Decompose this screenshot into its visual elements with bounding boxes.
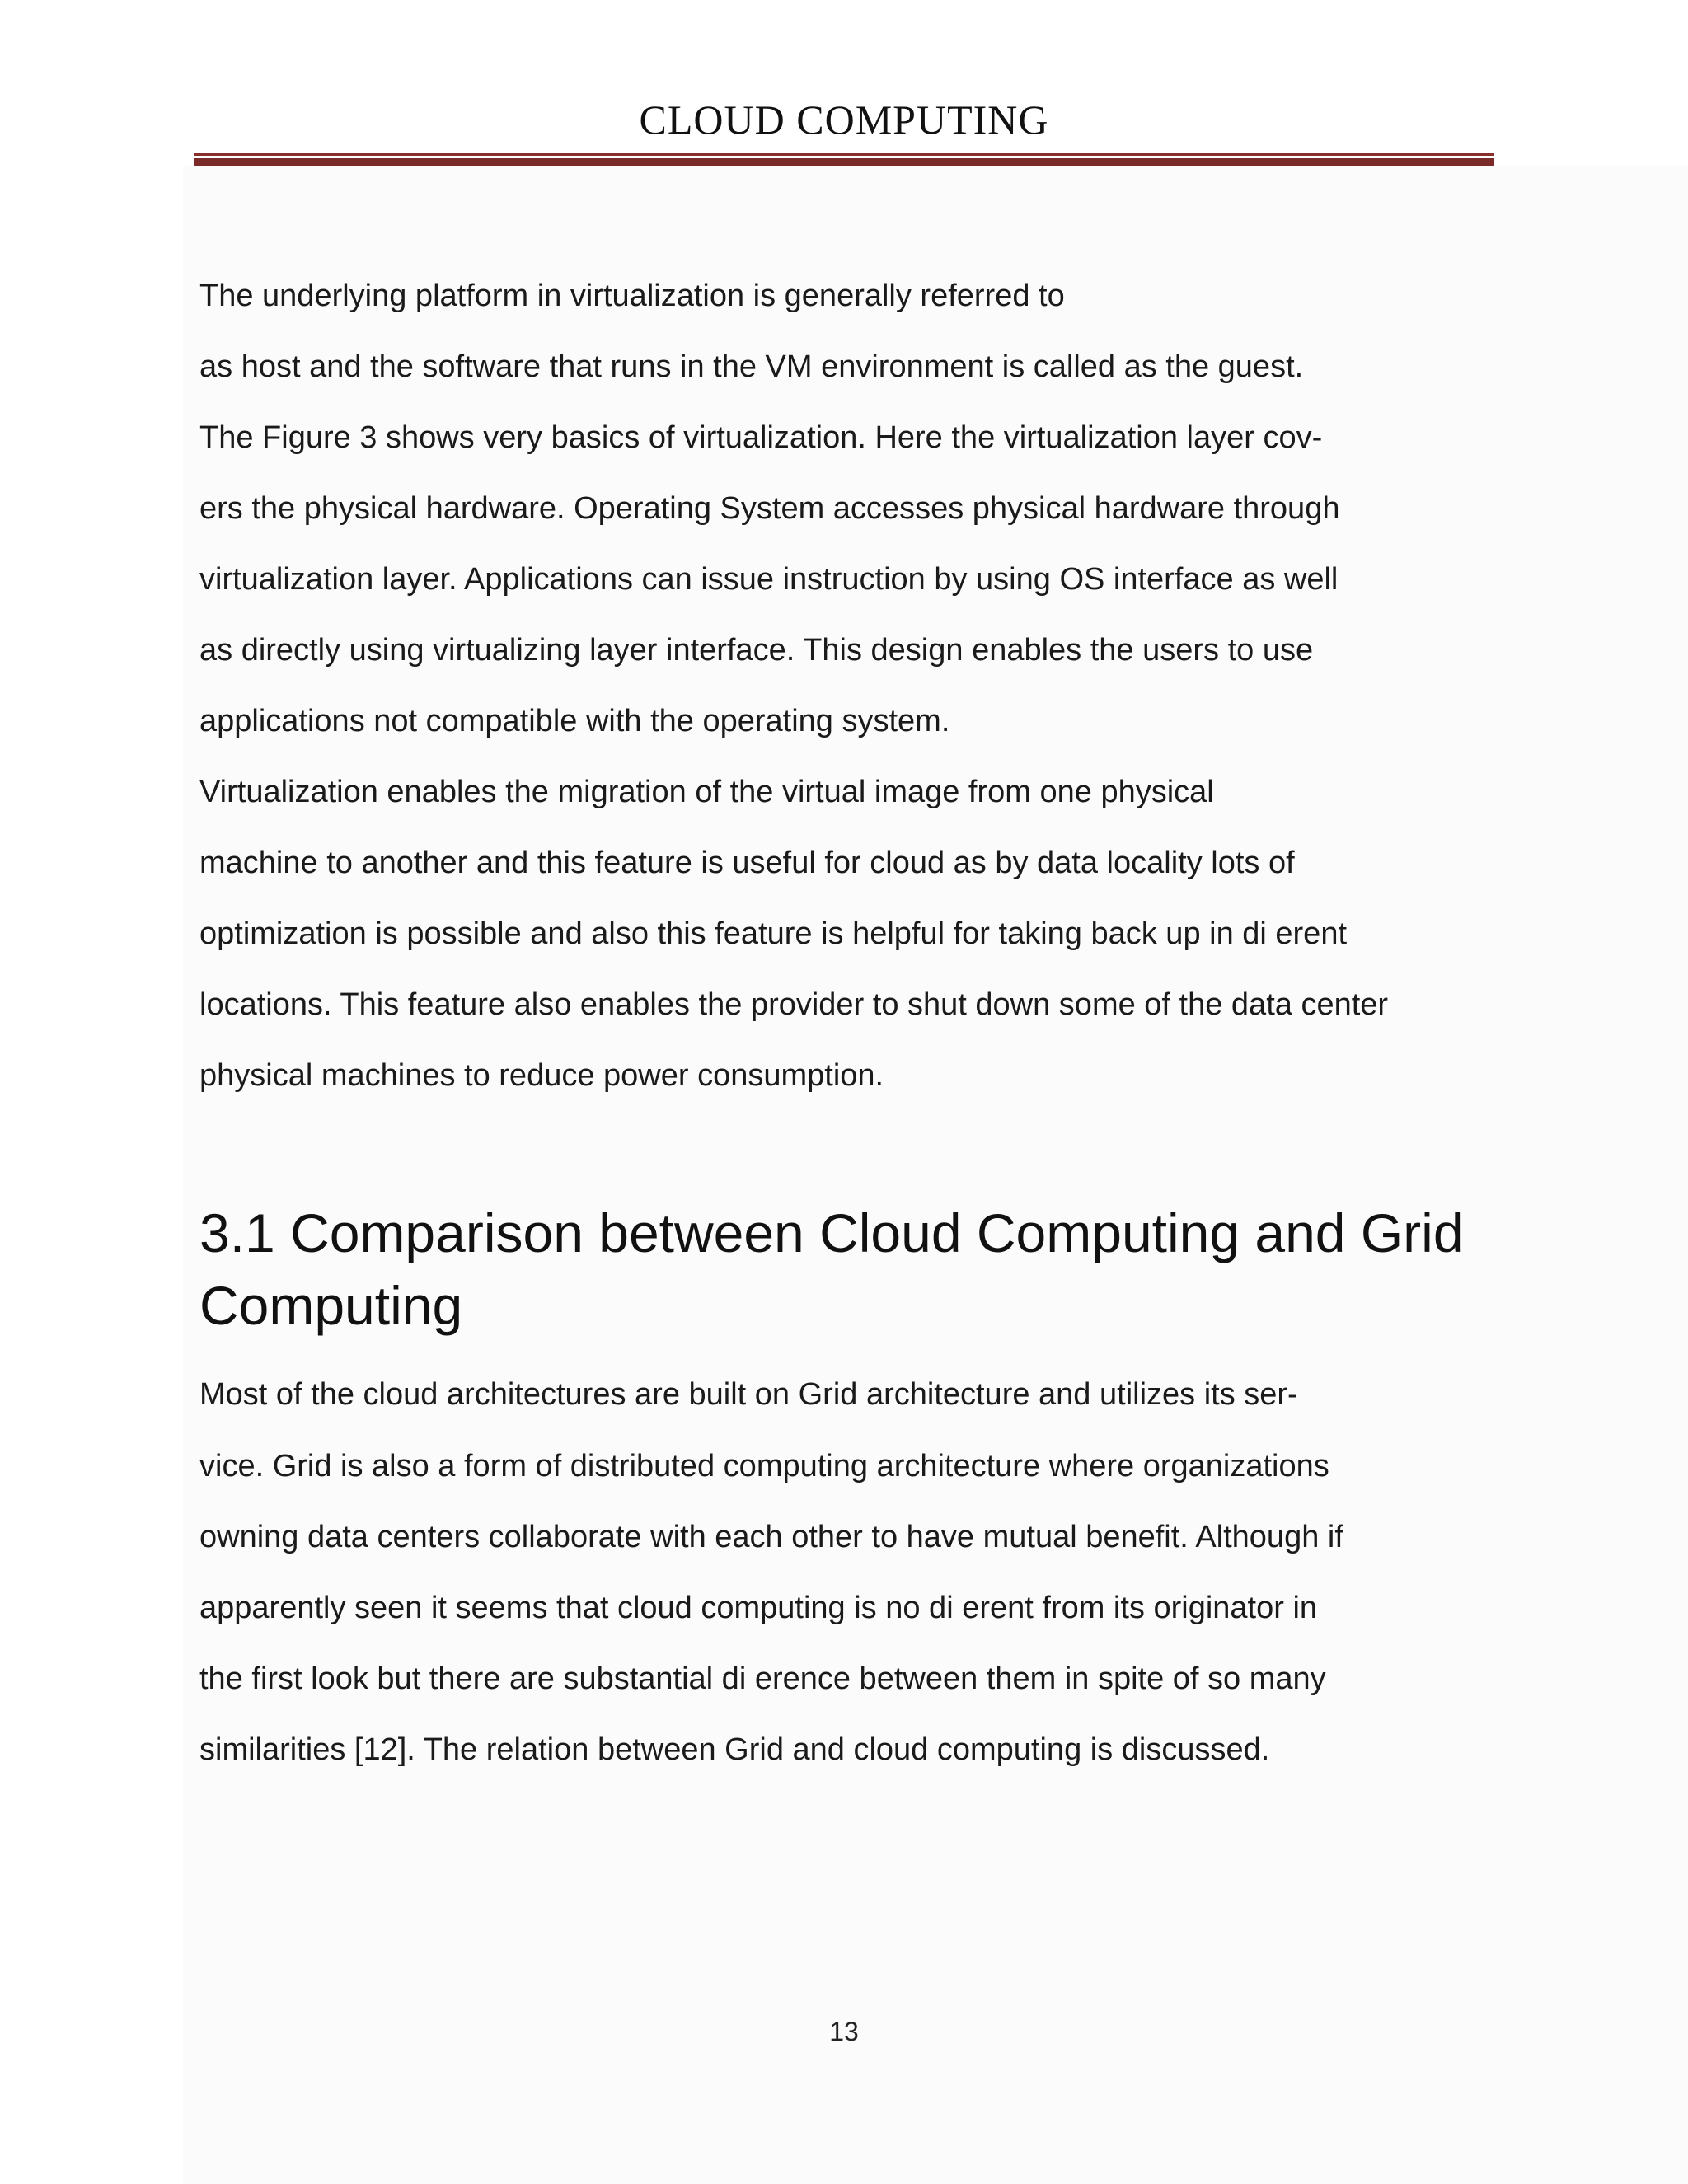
paragraph-line: ers the physical hardware. Operating System accesses physical hardware through [199,491,1340,526]
paragraph-line: The underlying platform in virtualization is generally referred to [199,279,1065,313]
paragraph-line: optimization is possible and also this feature is helpful for taking back up in di erent [199,916,1348,951]
paragraph-line: vice. Grid is also a form of distributed computing architecture where organizations [199,1449,1329,1483]
paragraph-line: The Figure 3 shows very basics of virtualization. Here the virtualization layer cov- [199,420,1323,455]
paragraph-line: physical machines to reduce power consumption. [199,1058,884,1093]
paragraph-line: Most of the cloud architectures are built on Grid architecture and utilizes its ser- [199,1377,1298,1412]
header-rule-thick [194,158,1494,166]
paragraph-line: machine to another and this feature is useful for cloud as by data locality lots of [199,846,1295,880]
paragraph-line: as host and the software that runs in the VM environment is called as the guest. [199,349,1304,384]
paragraph-line: owning data centers collaborate with each other to have mutual benefit. Although if [199,1520,1343,1554]
page-number: 13 [829,2017,859,2046]
paragraph-line: locations. This feature also enables the provider to shut down some of the data center [199,987,1389,1022]
paragraph-line: as directly using virtualizing layer interface. This design enables the users to use [199,633,1314,668]
running-header: CLOUD COMPUTING [639,96,1049,143]
section-heading: Computing [199,1275,463,1336]
section-heading: 3.1 Comparison between Cloud Computing and Grid [199,1202,1464,1263]
paragraph-line: the first look but there are substantial di erence between them in spite of so many [199,1661,1326,1696]
paragraph-line: similarities [12]. The relation between Grid and cloud computing is discussed. [199,1732,1270,1767]
paragraph-line: Virtualization enables the migration of the virtual image from one physical [199,775,1214,809]
paragraph-line: virtualization layer. Applications can issue instruction by using OS interface as well [199,562,1339,597]
paragraph-line: applications not compatible with the operating system. [199,704,950,738]
page-background [183,165,1688,2184]
header-rule-thin [194,153,1494,156]
paragraph-line: apparently seen it seems that cloud computing is no di erent from its originator in [199,1591,1318,1625]
